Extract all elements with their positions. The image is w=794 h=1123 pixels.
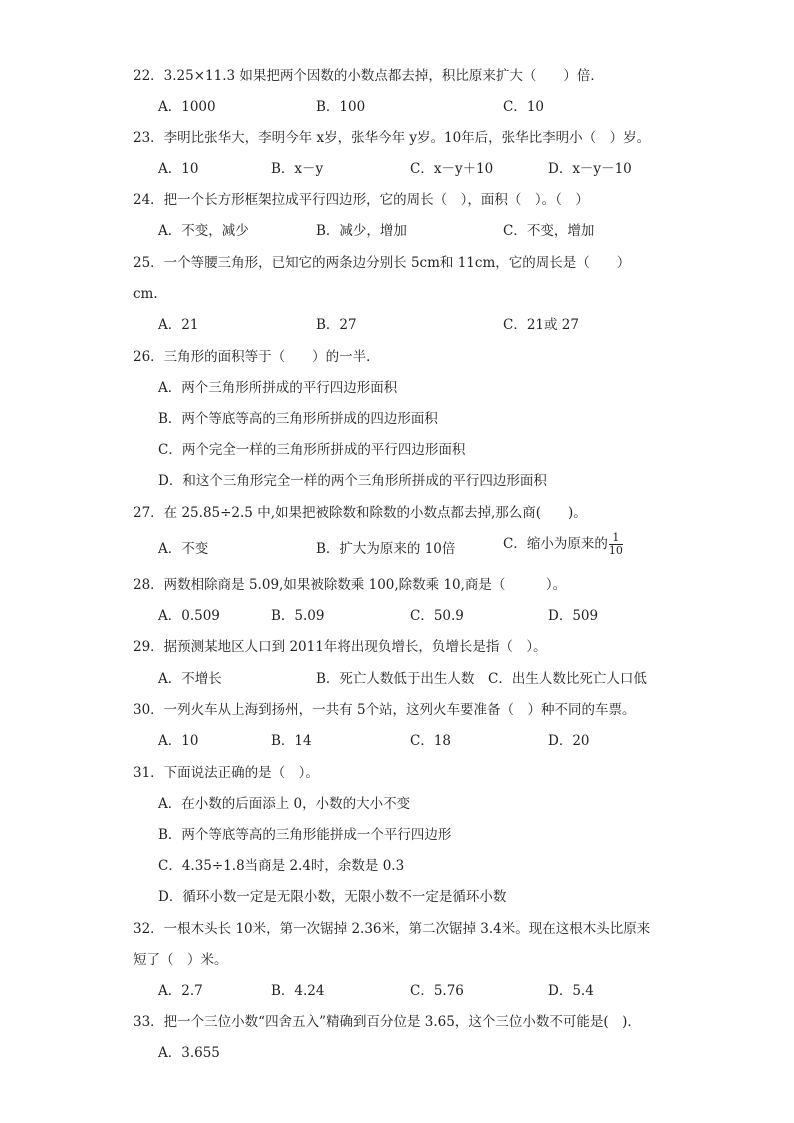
option-a: A．2.7 bbox=[158, 983, 203, 999]
options-22 bbox=[158, 98, 718, 116]
question-29: 29．据预测某地区人口到 2011年将出现负增长，负增长是指（ ）。 bbox=[133, 639, 547, 655]
option-b: B．100 bbox=[316, 99, 366, 115]
option-c: C．18 bbox=[410, 733, 452, 749]
option-a: A．0.509 bbox=[158, 608, 220, 624]
option-a: A．两个三角形所拼成的平行四边形面积 bbox=[158, 380, 398, 396]
question-27: 27．在 25.85÷2.5 中,如果把被除数和除数的小数点都去掉,那么商( )。 bbox=[133, 505, 587, 521]
option-a: A．不增长 bbox=[158, 671, 222, 687]
option-d: D．5.4 bbox=[548, 983, 594, 999]
option-b: B．死亡人数低于出生人数 bbox=[316, 671, 475, 687]
option-c: C．不变，增加 bbox=[503, 223, 595, 239]
option-a: A．1000 bbox=[158, 99, 216, 115]
option-a: A．不变，减少 bbox=[158, 223, 249, 239]
option-c: C．4.35÷1.8当商是 2.4时，余数是 0.3 bbox=[158, 858, 405, 874]
option-b: B．4.24 bbox=[271, 983, 325, 999]
option-b: B．5.09 bbox=[271, 608, 325, 624]
option-c-wrap bbox=[503, 532, 623, 557]
fraction bbox=[609, 532, 623, 557]
question-30: 30．一列火车从上海到扬州，一共有 5个站，这列火车要准备（ ）种不同的车票。 bbox=[133, 702, 636, 718]
question-25-cont: cm. bbox=[133, 286, 158, 302]
option-c: C．x－y＋10 bbox=[410, 161, 494, 177]
option-a: A．10 bbox=[158, 161, 199, 177]
option-b: B．两个等底等高的三角形所拼成的四边形面积 bbox=[158, 411, 438, 427]
option-a: A．3.655 bbox=[158, 1045, 220, 1061]
question-32: 32．一根木头长 10米，第一次锯掉 2.36米，第二次锯掉 3.4米。现在这根木头比原来 bbox=[133, 921, 651, 937]
option-b: B．x－y bbox=[271, 161, 324, 177]
option-b: B．两个等底等高的三角形能拼成一个平行四边形 bbox=[158, 827, 452, 843]
question-33: 33．把一个三位小数“四舍五入”精确到百分位是 3.65，这个三位小数不可能是( )． bbox=[133, 1014, 641, 1030]
question-23: 23．李明比张华大，李明今年 x岁，张华今年 y岁。10年后，张华比李明小（ ）岁。 bbox=[133, 130, 651, 146]
option-d: D．20 bbox=[548, 733, 590, 749]
question-31: 31．下面说法正确的是（ ）。 bbox=[133, 765, 319, 781]
question-24: 24．把一个长方形框架拉成平行四边形，它的周长（ ），面积（ ）。（ ） bbox=[133, 192, 589, 208]
option-b: B．14 bbox=[271, 733, 312, 749]
question-26: 26．三角形的面积等于（ ）的一半． bbox=[133, 349, 380, 365]
option-d: D．循环小数一定是无限小数，无限小数不一定是循环小数 bbox=[158, 889, 507, 905]
option-c: C．缩小为原来的 bbox=[503, 536, 608, 552]
options-29 bbox=[158, 670, 718, 688]
option-c: C．出生人数比死亡人口低 bbox=[488, 671, 647, 687]
options-24 bbox=[158, 222, 718, 240]
option-d: D．和这个三角形完全一样的两个三角形所拼成的平行四边形面积 bbox=[158, 473, 547, 489]
option-b: B．扩大为原来的 10倍 bbox=[316, 541, 456, 557]
option-a: A．10 bbox=[158, 733, 199, 749]
option-c: C．10 bbox=[503, 99, 545, 115]
options-27 bbox=[158, 531, 718, 558]
question-28: 28．两数相除商是 5.09,如果被除数乘 100,除数乘 10,商是（ ）。 bbox=[133, 577, 567, 593]
option-a: A．在小数的后面添上 0，小数的大小不变 bbox=[158, 796, 411, 812]
fraction-denominator: 10 bbox=[608, 544, 623, 557]
options-32 bbox=[158, 982, 718, 1000]
options-33 bbox=[158, 1044, 718, 1062]
fraction-numerator: 1 bbox=[609, 532, 623, 545]
option-a: A．不变 bbox=[158, 541, 209, 557]
options-30 bbox=[158, 732, 718, 750]
options-28 bbox=[158, 607, 718, 625]
question-25: 25．一个等腰三角形，已知它的两条边分别长 5cm和 11cm，它的周长是（ ） bbox=[133, 255, 631, 271]
option-c: C．5.76 bbox=[410, 983, 464, 999]
option-b: B．减少，增加 bbox=[316, 223, 407, 239]
option-b: B．27 bbox=[316, 317, 357, 333]
option-c: C．50.9 bbox=[410, 608, 464, 624]
options-25 bbox=[158, 316, 718, 334]
question-22: 22．3.25×11.3 如果把两个因数的小数点都去掉，积比原来扩大（ ）倍． bbox=[133, 68, 604, 84]
option-c: C．21或 27 bbox=[503, 317, 579, 333]
option-c: C．两个完全一样的三角形所拼成的平行四边形面积 bbox=[158, 442, 466, 458]
option-d: D．x－y－10 bbox=[548, 161, 632, 177]
question-32-cont: 短了（ ）米。 bbox=[133, 952, 228, 968]
options-23 bbox=[158, 160, 718, 178]
option-d: D．509 bbox=[548, 608, 599, 624]
option-a: A．21 bbox=[158, 317, 199, 333]
